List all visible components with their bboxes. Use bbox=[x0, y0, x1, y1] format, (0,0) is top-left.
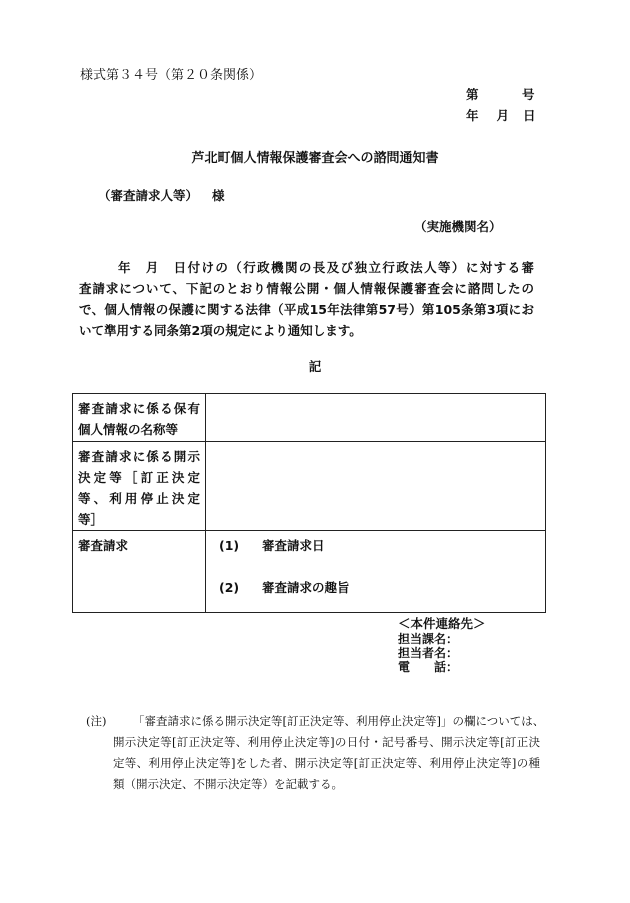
contact-label: 電話 bbox=[398, 660, 446, 674]
row1-label-line-1: 審査請求に係る保有 bbox=[78, 401, 200, 416]
request-item-date bbox=[211, 535, 540, 556]
ki-heading: 記 bbox=[308, 359, 322, 374]
body-line-1: 年 月 日付けの（行政機関の長及び独立行政法人等）に対する審 bbox=[118, 260, 534, 275]
note-label: (注) bbox=[86, 714, 107, 728]
date-day: 日 bbox=[523, 108, 536, 123]
document-title: 芦北町個人情報保護審査会への諮問通知書 bbox=[191, 151, 439, 166]
row1-label bbox=[73, 394, 206, 442]
row3-value bbox=[206, 531, 546, 613]
note-line-4: 類（開示決定、不開示決定等）を記載する。 bbox=[113, 777, 343, 791]
addressee-honorific: 様 bbox=[212, 188, 225, 203]
row1-value bbox=[206, 394, 546, 442]
row3-label-text: 審査請求 bbox=[78, 538, 129, 553]
row2-label-line-3: 等、利用停止決定 bbox=[78, 491, 200, 506]
body-line-4: いて準用する同条第2項の規定により通知します。 bbox=[79, 323, 362, 338]
document-number-label: 第 bbox=[466, 87, 479, 102]
note-line-2: 開示決定等[訂正決定等、利用停止決定等]の日付・記号番号、開示決定等[訂正決 bbox=[113, 735, 540, 749]
contact-label: 担当課名 bbox=[398, 632, 447, 646]
row2-value bbox=[206, 442, 546, 531]
contact-heading: ＜本件連絡先＞ bbox=[398, 616, 486, 631]
document-number-suffix: 号 bbox=[522, 87, 535, 102]
addressee-name: （審査請求人等） bbox=[98, 188, 199, 203]
date-year: 年 bbox=[466, 108, 479, 123]
table-row bbox=[73, 442, 546, 531]
request-item-purpose bbox=[211, 577, 540, 598]
table-row bbox=[73, 531, 546, 613]
sender-agency: （実施機関名） bbox=[414, 219, 502, 234]
form-number: 様式第３４号（第２０条関係） bbox=[80, 68, 263, 83]
row2-label bbox=[73, 442, 206, 531]
date-month: 月 bbox=[496, 108, 510, 123]
date-line bbox=[466, 106, 536, 124]
contact-separator: ： bbox=[446, 646, 459, 660]
row3-label bbox=[73, 531, 206, 613]
contact-separator: ： bbox=[446, 660, 459, 674]
contact-separator: ： bbox=[446, 632, 459, 646]
note-line-3: 定等、利用停止決定等]をした者、開示決定等[訂正決定等、利用停止決定等]の種 bbox=[113, 756, 540, 770]
item-number: (1) bbox=[219, 538, 240, 553]
row2-label-line-1: 審査請求に係る開示 bbox=[78, 449, 200, 464]
note-line-1: 「審査請求に係る開示決定等[訂正決定等、利用停止決定等]」の欄については、 bbox=[133, 714, 545, 728]
details-table bbox=[72, 393, 546, 613]
item-text: 審査請求の趣旨 bbox=[262, 580, 350, 595]
row2-label-line-4: 等］ bbox=[78, 512, 104, 527]
item-number: (2) bbox=[219, 580, 240, 595]
contact-label: 担当者名 bbox=[398, 646, 447, 660]
item-text: 審査請求日 bbox=[262, 538, 325, 553]
contact-row-phone bbox=[398, 658, 458, 675]
row1-label-line-2: 個人情報の名称等 bbox=[78, 422, 179, 437]
body-line-3: で、個人情報の保護に関する法律（平成15年法律第57号）第105条第3項にお bbox=[79, 302, 534, 317]
body-line-2: 査請求について、下記のとおり情報公開・個人情報保護審査会に諮問したの bbox=[79, 281, 534, 296]
row2-label-line-2: 決定等［訂正決定 bbox=[78, 470, 200, 485]
table-row bbox=[73, 394, 546, 442]
